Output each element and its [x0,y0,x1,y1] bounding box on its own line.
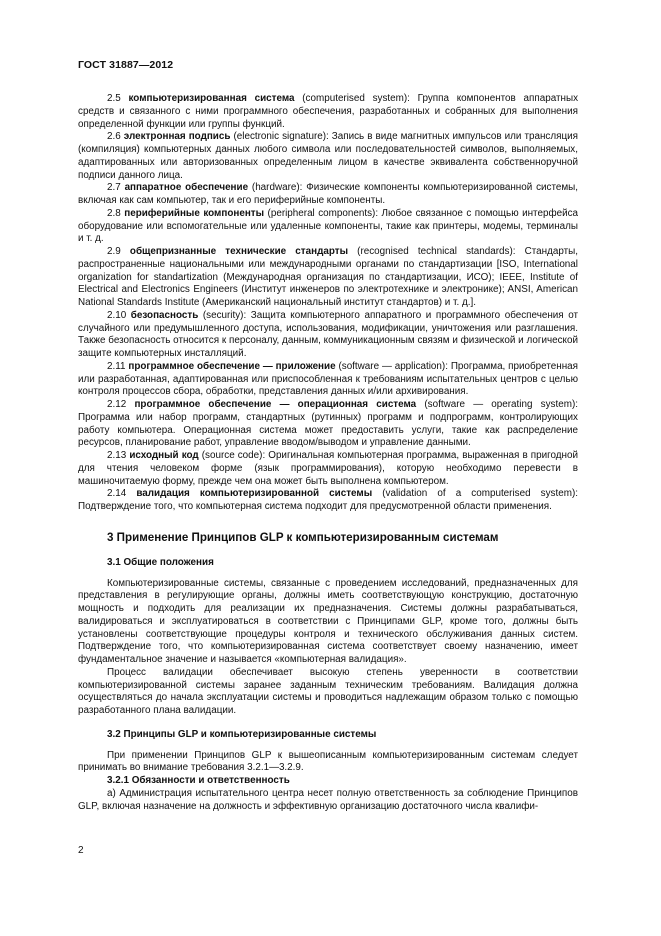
term: валидация компьютеризированной системы [136,488,373,500]
definition-2-14: 2.14 валидация компьютеризированной системы (validation of a computerised system): Подтверждение того, что компьютерная система подходит для предусмотренной области применения. [78,488,578,512]
term: периферийные компоненты [124,207,265,219]
term: компьютеризированная система [128,93,295,104]
term: электронная подпись [123,131,231,143]
term: программное обеспечение — приложение [128,360,336,372]
section-3-2-1-heading: 3.2.1 Обязанности и ответственность [107,775,290,786]
term: программное обеспечение — операционная система [134,399,417,410]
section-3-heading: 3 Применение Принципов GLP к компьютеризированным системам [107,530,499,544]
term: безопасность [130,309,199,321]
term: аппаратное обеспечение [124,182,249,194]
page-content [78,93,578,813]
definition-2-11: 2.11 программное обеспечение — приложение (software — application): Программа, приобретенная или разработанная, адаптированная или приспособленная к требованиям испытательных центров с целью контроля процессов сбора, обработки, представления данных и/или архивирования. [78,360,578,398]
paragraph: а) Администрация испытательного центра несет полную ответственность за соблюдение Принципов GLP, включая назначение на должность и эффективную организацию достаточного числа квалифи- [78,787,578,812]
term: общепризнанные технические стандарты [129,246,349,257]
document-header: ГОСТ 31887—2012 [78,59,174,71]
section-3-2-heading: 3.2 Принципы GLP и компьютеризированные системы [107,728,377,740]
definition-2-9: 2.9 общепризнанные технические стандарты (recognised technical standards): Стандарты, распространенные национальными или международными органами по стандартизации [ISO, International organization for standartization (Международная организация по стандартизации, ИСО); IEEE, Institute of Electrical and Electronics Engineers (Институт инженеров по электротехнике и электронике); ANSI, American National Standards Institute (Американский национальный институт стандартов) и т. д.]. [78,246,579,308]
paragraph: При применении Принципов GLP к вышеописанным компьютеризированным системам следует принимать во внимание требования 3.2.1—3.2.9. [78,749,578,774]
definition-2-13: 2.13 исходный код (source code): Оригинальная компьютерная программа, выраженная в пригодной для чтения человеком форме (язык программирования), которую необходимо перевести в машиночитаемую форму, прежде чем она может быть выполнена компьютером. [78,450,579,487]
definition-2-6: 2.6 электронная подпись (electronic signature): Запись в виде магнитных импульсов или трансляция (компиляция) компьютерных данных любого символа или последовательностей символов, выполняемых, адаптированных или авторизованных определенным лицом в качестве эквивалента собственноручной подписи данного лица. [78,131,579,181]
paragraph: Процесс валидации обеспечивает высокую степень уверенности в соответствии компьютеризированной системы заранее заданным техническим требованиям. Валидация должна осуществляться до начала эксплуатации системы и проводиться надлежащим образом только с помощью разработанного плана валидации. [78,666,578,716]
section-3-1-heading: 3.1 Общие положения [107,556,214,568]
definition-2-12: 2.12 программное обеспечение — операционная система (software — operating system): Программа или набор программ, стандартных (рутинных) программ и подпрограмм, контролирующих работу компьютера. Операционная система может предоставить услуги, такие как распределение ресурсов, планирование работ, управление вводом/выводом и управление данными. [78,399,578,449]
term: исходный код [129,450,199,461]
definition-2-5: 2.5 компьютеризированная система (computerised system): Группа компонентов аппаратных средств и связанного с ними программного обеспечения, разработанных и собранных для выполнения определенной функции или группы функций. [78,93,579,130]
page-number: 2 [78,845,84,856]
definition-2-8: 2.8 периферийные компоненты (peripheral components): Любое связанное с помощью интерфейса оборудование или вспомогательные или удаленные компоненты, такие как принтеры, модемы, терминалы и т. д. [78,207,579,245]
definition-2-7: 2.7 аппаратное обеспечение (hardware): Физические компоненты компьютеризированной системы, включая как сам компьютер, так и его периферийные компоненты. [78,182,578,206]
definition-2-10: 2.10 безопасность (security): Защита компьютерного аппаратного и программного обеспечения от случайного или предумышленного доступа, использования, модификации, уничтожения или разглашения. Также безопасность относится к персоналу, данным, коммуникационным связям и физической и логической защите компьютерных инсталляций. [78,309,578,359]
paragraph: Компьютеризированные системы, связанные с проведением исследований, предназначенных для представления в регулирующие органы, должны иметь соответствующую конструкцию, достаточную мощность и подходить для реализации их предназначения. Системы должны разрабатываться, валидироваться и эксплуатироваться в соответствии с Принципами GLP, кроме того, должны быть установлены соответствующие процедуры контроля и технического обслуживания данных систем. Подтверждение того, что компьютеризированная система соответствует своему назначению, имеет фундаментальное значение и называется «компьютерная валидация». [78,577,578,665]
